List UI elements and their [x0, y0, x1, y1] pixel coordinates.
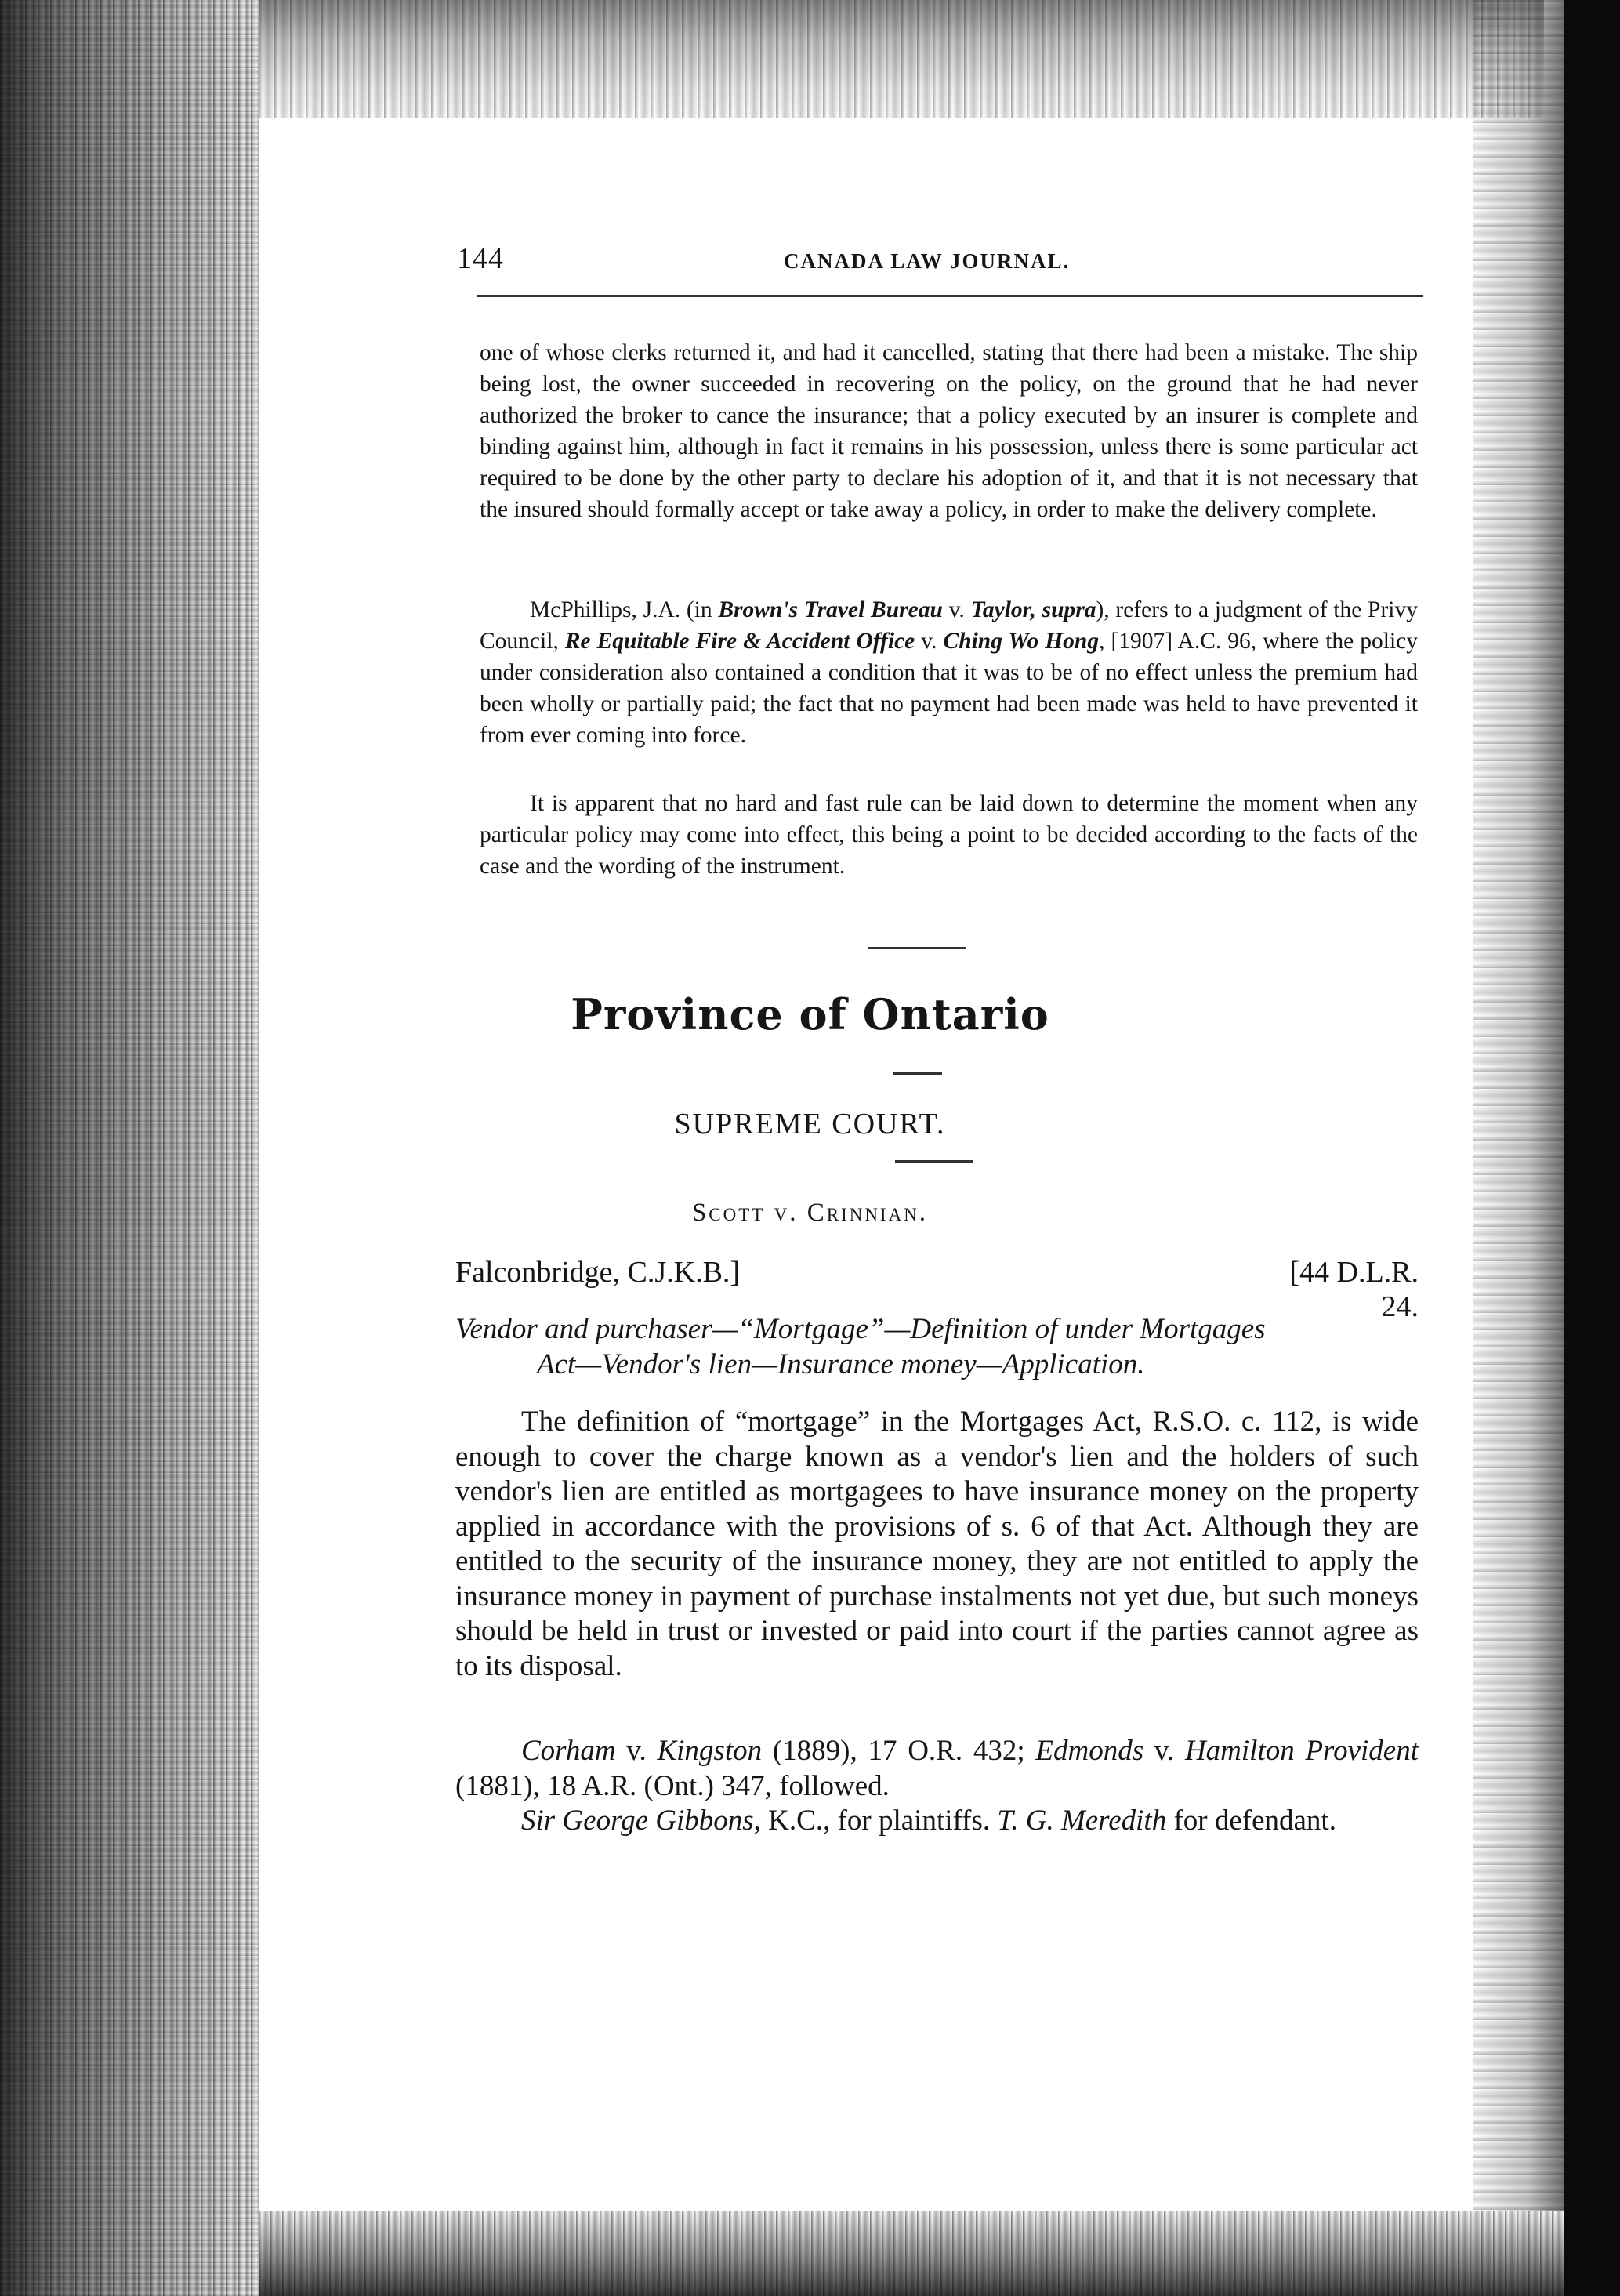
headnote	[455, 1311, 1427, 1382]
case-name: Brown's Travel Bureau	[718, 597, 943, 622]
heading-separator	[893, 1072, 942, 1075]
scan-bottom-shadow	[259, 2211, 1564, 2296]
text-run: v.	[942, 597, 971, 622]
court-heading: SUPREME COURT.	[674, 1108, 946, 1141]
case-name: Edmonds	[1035, 1735, 1144, 1767]
running-head: CANADA LAW JOURNAL.	[784, 249, 1071, 273]
scan-right-shadow	[1473, 0, 1564, 2296]
court-separator	[895, 1160, 973, 1163]
text-run: ), refers to a judgment of the Privy Council,	[480, 597, 1418, 654]
text-run: v.	[615, 1735, 658, 1767]
section-separator	[868, 947, 966, 949]
holding-paragraph: The definition of “mortgage” in the Mortgages Act, R.S.O. c. 112, is wide enough to cover the charge known as a vendor's lien and the holders of such vendor's lien are entitled as mortgagees to have insurance money on the property applied in accordance with the provisions of s. 6 of that Act. Although they are entitled to the security of the insurance money, they are not entitled to apply the insurance money in payment of purchase instalments not yet due, but such moneys should be held in trust or invested or paid into court if the parties cannot agree as to its disposal.	[455, 1406, 1419, 1682]
case-name: Kingston	[657, 1735, 763, 1767]
scan-right-border	[1564, 0, 1620, 2296]
text-run: for defendant.	[1166, 1805, 1336, 1837]
counsel-paragraph	[455, 1804, 1419, 1839]
continuation-paragraph-2	[480, 594, 1418, 751]
text-run: McPhillips, J.A. (in	[530, 597, 719, 622]
header-rule	[477, 295, 1423, 297]
page-number: 144	[457, 242, 504, 275]
headnote-line: Act—Vendor's lien—Insurance money—Application.	[537, 1348, 1145, 1380]
counsel-name: Sir George Gibbons	[521, 1805, 754, 1837]
scan-top-shadow	[259, 0, 1544, 118]
scan-binding-shadow	[0, 0, 259, 2296]
counsel-name: T. G. Meredith	[997, 1805, 1167, 1837]
case-name: Hamilton Provident	[1184, 1735, 1419, 1767]
paragraph-text: It is apparent that no hard and fast rule can be laid down to determine the moment when any particular policy may come into effect, this being a point to be decided according to the facts of the case and the wording of the instrument.	[480, 791, 1418, 879]
paragraph-text: one of whose clerks returned it, and had it cancelled, stating that there had been a mistake. The ship being lost, the owner succeeded in recovering on the policy, on the ground that he had never authorized the broker to cance the insurance; that a policy executed by an insurer is complete and binding against him, although in fact it remains in his possession, unless there is some particular act required to be done by the other party to declare his adoption of it, and that it is not necessary that the insured should formally accept or take away a policy, in order to make the delivery complete.	[480, 340, 1418, 522]
province-heading: Province of Ontario	[571, 989, 1049, 1039]
continuation-paragraph-3	[480, 788, 1418, 882]
authorities-paragraph	[455, 1734, 1419, 1804]
case-title: Scott v. Crinnian.	[691, 1199, 929, 1227]
continuation-paragraph-1	[480, 337, 1418, 525]
text-run: , K.C., for plaintiffs.	[753, 1805, 998, 1837]
report-citation: [44 D.L.R. 24.	[1289, 1256, 1419, 1323]
text-run: , [1907] A.C. 96, where the policy under consideration also contained a condition that it was to be of no effect unless the premium had been wholly or partially paid; the fact that no payment had been made was held to have prevented it from ever coming into force.	[480, 629, 1419, 748]
text-run: v.	[915, 629, 944, 654]
headnote-line: Vendor and purchaser—“Mortgage”—Definition of under Mortgages	[455, 1313, 1266, 1345]
text-run: (1881), 18 A.R. (Ont.) 347, followed.	[455, 1769, 890, 1802]
case-name: Corham	[521, 1735, 616, 1767]
paragraph-text	[480, 594, 1418, 751]
judge-name: Falconbridge, C.J.K.B.]	[455, 1256, 741, 1289]
case-name: Taylor, supra	[970, 597, 1096, 622]
case-name: Re Equitable Fire & Accident Office	[564, 629, 915, 654]
case-name: Ching Wo Hong	[943, 629, 1100, 654]
text-run: v.	[1143, 1735, 1185, 1767]
text-run: (1889), 17 O.R. 432;	[762, 1735, 1036, 1767]
